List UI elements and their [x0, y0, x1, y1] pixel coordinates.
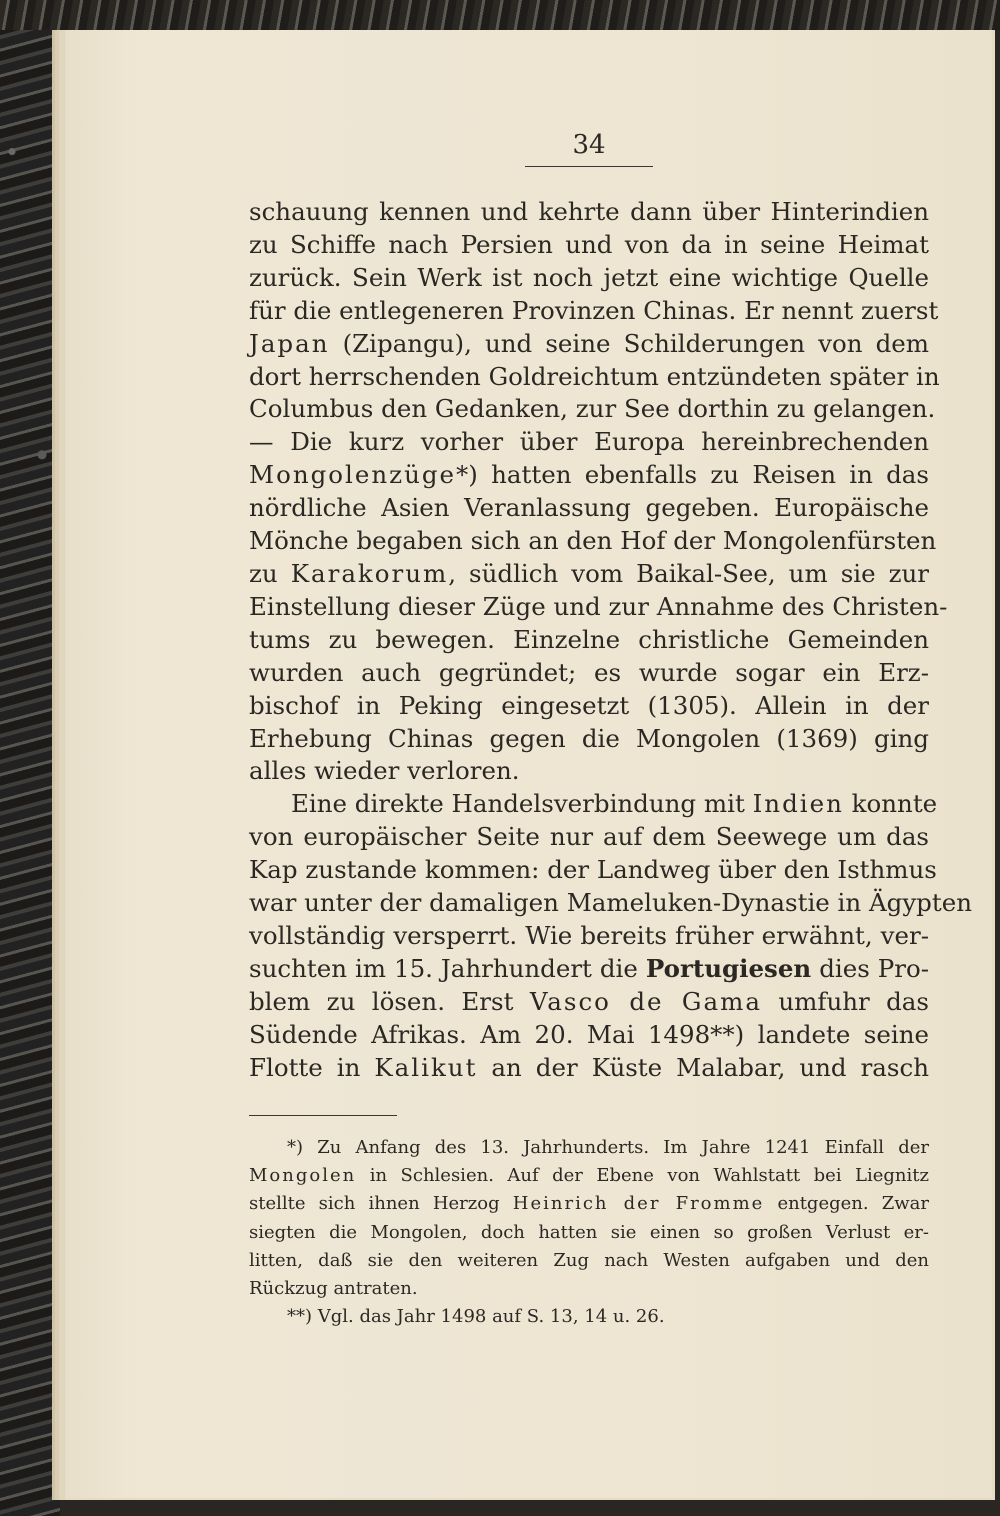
body-line-segment: blem zu lösen. Erst	[249, 986, 530, 1016]
body-line	[249, 657, 929, 690]
body-line-segment: tums zu bewegen. Einzelne christliche Gemeinden	[249, 624, 929, 654]
body-line-segment: (Zipangu), und seine Schilderungen von dem	[329, 328, 929, 358]
body-line-segment: Flotte in	[249, 1052, 375, 1082]
body-line-segment: war unter der damaligen Mameluken-Dynastie in Ägypten	[249, 888, 972, 918]
body-line-segment: Kalikut	[374, 1052, 478, 1082]
footnote-line-segment: stellte sich ihnen Herzog	[249, 1193, 513, 1215]
book-top-edge	[0, 0, 1000, 30]
body-line	[249, 361, 940, 394]
footnote-line	[249, 1190, 929, 1218]
body-line-segment: alles wieder verloren.	[249, 756, 520, 786]
footnotes	[249, 1134, 929, 1331]
footnote-line	[249, 1219, 929, 1247]
body-line-segment: Mönche begaben sich an den Hof der Mongolenfürsten	[249, 526, 937, 556]
page-number: 34	[572, 130, 606, 160]
footnote-line	[249, 1162, 929, 1190]
footnote-line-segment: **) Vgl. das Jahr 1498 auf S. 13, 14 u. 26.	[287, 1306, 665, 1328]
body-line	[249, 788, 938, 821]
body-line-segment: Kap zustande kommen: der Landweg über den Isthmus	[249, 855, 937, 885]
body-line	[249, 492, 929, 525]
footnote-line	[249, 1275, 929, 1303]
body-line-segment: Japan	[249, 328, 330, 358]
body-line	[249, 690, 929, 723]
body-line	[249, 624, 929, 657]
body-line	[249, 1019, 929, 1052]
body-line	[249, 723, 929, 756]
body-line-segment: zu Schiffe nach Persien und von da in seine Heimat	[249, 229, 929, 259]
body-line-segment: zurück. Sein Werk ist noch jetzt eine wichtige Quelle	[249, 262, 929, 292]
body-line-segment: Indien	[752, 789, 844, 819]
footnote-line	[249, 1134, 929, 1162]
body-line-segment: an der Küste Malabar, und rasch	[477, 1052, 929, 1082]
body-line-segment: Vasco de Gama	[529, 986, 762, 1016]
body-line	[249, 1052, 929, 1085]
body-line	[249, 986, 929, 1019]
footnote-line-segment: litten, daß sie den weiteren Zug nach Westen aufgaben und den	[249, 1249, 929, 1271]
body-line	[249, 262, 929, 295]
body-line-segment: dies Pro-	[811, 953, 929, 983]
body-line-segment: konnte	[843, 789, 938, 819]
body-line	[249, 887, 972, 920]
body-line-segment: dort herrschenden Goldreichtum entzündeten später in	[249, 361, 940, 391]
footnote-line	[249, 1247, 929, 1275]
body-line-segment: *) hatten ebenfalls zu Reisen in das	[456, 460, 929, 490]
page-number-rule	[525, 166, 653, 167]
footnote-line-segment: siegten die Mongolen, doch hatten sie einen so großen Verlust er-	[249, 1221, 929, 1243]
body-line	[249, 459, 929, 492]
book-binding-edge	[0, 0, 60, 1516]
body-line-segment: schauung kennen und kehrte dann über Hinterindien	[249, 197, 929, 226]
body-line	[249, 591, 948, 624]
body-line-segment: Eine direkte Handelsverbindung mit	[291, 789, 753, 819]
body-line	[249, 393, 936, 426]
body-line-segment: — Die kurz vorher über Europa hereinbrechenden	[249, 427, 929, 457]
body-line-segment: Portugiesen	[645, 953, 812, 983]
footnote-line-segment: *) Zu Anfang des 13. Jahrhunderts. Im Jahre 1241 Einfall der	[287, 1137, 929, 1158]
body-line-segment: Columbus den Gedanken, zur See dorthin zu gelangen.	[249, 394, 936, 424]
body-line-segment: zu	[249, 558, 291, 588]
footnote-line-segment: entgegen. Zwar	[764, 1193, 929, 1215]
body-line-segment: Mongolenzüge	[249, 460, 457, 490]
body-line	[249, 821, 929, 854]
body-text	[249, 196, 972, 1084]
body-line-segment: Südende Afrikas. Am 20. Mai 1498**) landete seine	[249, 1019, 929, 1049]
body-line-segment: bischof in Peking eingesetzt (1305). Allein in der	[249, 690, 929, 720]
body-line	[249, 558, 929, 591]
body-line	[249, 525, 937, 558]
body-line	[249, 426, 929, 459]
body-line	[249, 328, 929, 361]
body-line	[249, 920, 929, 953]
body-line-segment: suchten im 15. Jahrhundert die	[249, 953, 646, 983]
body-line-segment: vollständig versperrt. Wie bereits früher erwähnt, ver-	[249, 920, 929, 950]
body-line	[249, 196, 929, 229]
body-line-segment: Erhebung Chinas gegen die Mongolen (1369) ging	[249, 723, 929, 753]
body-line	[249, 295, 939, 328]
footnote-line	[249, 1303, 929, 1331]
footnote-line-segment: Mongolen	[249, 1165, 357, 1187]
body-line-segment: nördliche Asien Veranlassung gegeben. Europäische	[249, 493, 929, 523]
body-line-segment: für die entlegeneren Provinzen Chinas. Er nennt zuerst	[249, 295, 939, 325]
body-line	[249, 854, 937, 887]
footnote-line-segment: in Schlesien. Auf der Ebene von Wahlstatt bei Liegnitz	[356, 1165, 929, 1187]
footnote-line-segment: Rückzug antraten.	[249, 1278, 418, 1300]
body-line-segment: Karakorum	[290, 558, 449, 588]
footnote-separator	[249, 1115, 397, 1116]
body-line-segment: umfuhr das	[761, 986, 929, 1016]
body-line	[249, 755, 929, 788]
footnote-line-segment: Heinrich der Fromme	[512, 1193, 765, 1215]
body-line	[249, 953, 929, 986]
body-line-segment: , südlich vom Baikal-See, um sie zur	[448, 558, 929, 588]
body-line-segment: wurden auch gegründet; es wurde sogar ein Erz-	[249, 657, 929, 687]
body-line-segment: Einstellung dieser Züge und zur Annahme des Christen-	[249, 591, 948, 621]
body-line-segment: von europäischer Seite nur auf dem Seewege um das	[249, 822, 929, 852]
body-line	[249, 229, 929, 262]
